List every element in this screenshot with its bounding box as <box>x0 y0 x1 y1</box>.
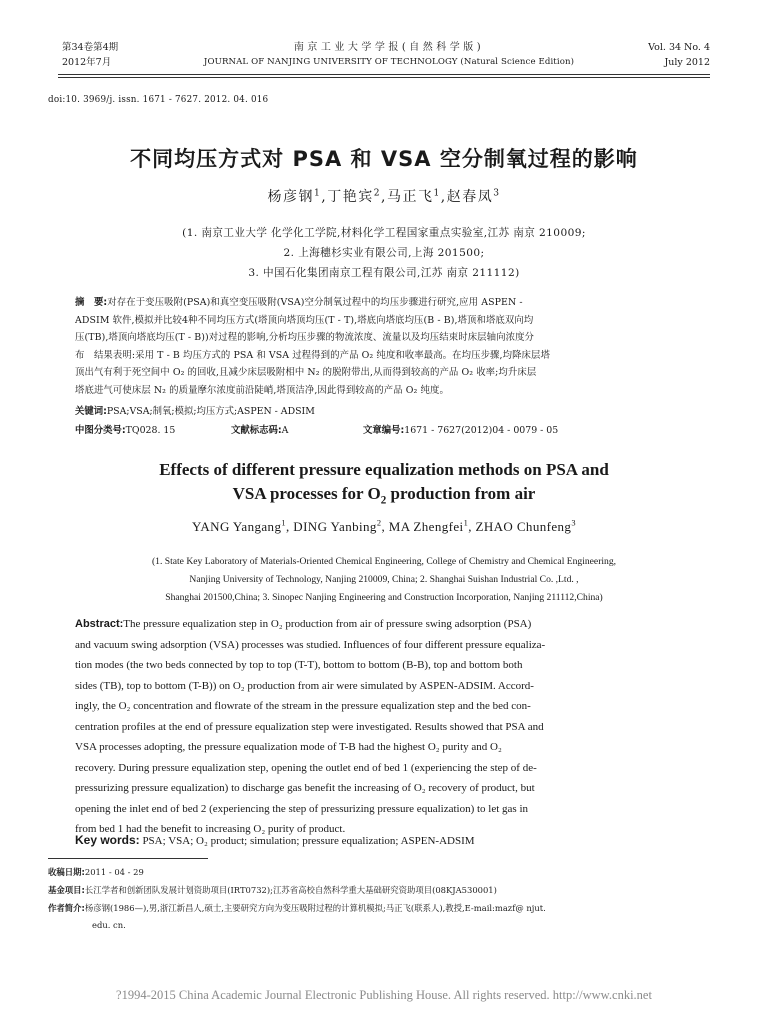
abstract-cn-line: 顶出气有利于死空间中 O₂ 的回收,且减少床层吸附相中 N₂ 的脱附带出,从而得到较高的产品 O₂ 收率;均升床层 <box>75 367 537 378</box>
footnote-author-bio-cont: edu. cn. <box>92 920 126 930</box>
affiliation-en-line: Nanjing University of Technology, Nanjing 210009, China; 2. Shanghai Suishan Industrial Co. ,Ltd. , <box>189 574 579 585</box>
abstract-cn-line: 塔底进气可使床层 N₂ 的质量摩尔浓度前沿陡峭,塔顶洁净,因此得到较高的产品 O₂ 纯度。 <box>75 384 449 396</box>
article-number-value: 1671 - 7627(2012)04 - 0079 - 05 <box>404 425 559 436</box>
keywords-en-text: PSA; VSA; O₂ product; simulation; pressure equalization; ASPEN-ADSIM <box>142 835 475 847</box>
author-affiliation-mark: 3 <box>493 188 501 199</box>
article-number <box>363 422 558 436</box>
abstract-en-line: VSA processes adopting, the pressure equalization mode of T-B had the highest O₂ purity and O₂ <box>75 741 502 753</box>
abstract-en-line: opening the inlet end of bed 2 (experiencing the step of pressurizing pressure equalization) to let gas in <box>75 802 528 815</box>
title-en-subscript: 2 <box>380 494 387 507</box>
author-name: DING Yanbing <box>293 519 377 534</box>
authors-en: YANG Yangang$^1$, DING Yanbing$^2$, MA Zhengfei$^1$, ZHAO Chunfeng$^3$ <box>192 517 576 534</box>
header-volume-cn: 第34卷第4期 <box>62 42 119 53</box>
affiliation-en-line: Shanghai 201500,China; 3. Sinopec Nanjing Engineering and Construction Incorporation, Nanjing 211112,China) <box>165 592 603 603</box>
header-date-en: July 2012 <box>664 57 710 68</box>
abstract-cn-line <box>75 294 695 312</box>
author-name: 杨彦钢 <box>267 189 314 205</box>
affiliation-cn-line: (1. 南京工业大学 化学化工学院,材料化学工程国家重点实验室,江苏 南京 210009; <box>182 227 586 239</box>
abstract-cn-line: 压(TB),塔顶向塔底均压(T - B))对过程的影响,分析均压步骤的物流浓度、流量以及均压结束时床层轴向浓度分 <box>75 332 535 343</box>
abstract-en <box>75 614 695 840</box>
abstract-en-line: recovery. During pressure equalization step, opening the outlet end of bed 1 (experiencing the step of de- <box>75 761 537 774</box>
author-affiliation-mark: 3 <box>571 517 576 528</box>
copyright-watermark: ?1994-2015 China Academic Journal Electronic Publishing House. All rights reserved. http://www.cnki.net <box>116 988 652 1002</box>
footnote-received <box>48 866 144 878</box>
header-issue <box>62 40 118 70</box>
footnote-author-bio <box>48 902 546 914</box>
received-date: 2011 - 04 - 29 <box>84 867 144 877</box>
author-affiliation-mark: 1 <box>281 517 286 528</box>
authors-cn: 杨彦钢$^1$,丁艳宾$^2$,马正飞$^1$,赵春凤$^3$ <box>267 188 501 205</box>
header-volume-en: Vol. 34 No. 4 <box>648 42 710 53</box>
abstract-cn-label: 摘 要: <box>75 297 108 308</box>
abstract-en-line: pressurizing pressure equalization) to discharge gas benefit the increasing of O₂ recovery of product, but <box>75 782 535 794</box>
received-label: 收稿日期: <box>48 867 85 877</box>
abstract-en-line: and vacuum swing adsorption (VSA) processes was studied. Influences of four different pressure equaliza- <box>75 638 546 651</box>
header-date-cn: 2012年7月 <box>62 57 112 68</box>
document-code <box>231 422 288 436</box>
abstract-en-line: tion modes (the two beds connected by top to top (T-T), bottom to bottom (B-B), top and bottom both <box>75 659 523 671</box>
bio-text: 杨彦钢(1986—),男,浙江新昌人,硕士,主要研究方向为变压吸附过程的计算机模拟;马正飞(联系人),教授,E-mail:mazf@ njut. <box>84 903 546 913</box>
footnote-fund <box>48 884 497 896</box>
author-name: 赵春凤 <box>446 189 494 205</box>
title-cn: 不同均压方式对 PSA 和 VSA 空分制氧过程的影响 <box>130 147 638 171</box>
bio-label: 作者简介: <box>48 903 85 913</box>
author-name: MA Zhengfei <box>388 519 464 534</box>
abstract-en-line: ingly, the O₂ concentration and flowrate of the stream in the pressure equalization step and the bed con- <box>75 700 531 712</box>
abstract-en-label: Abstract: <box>75 618 124 630</box>
classification-row <box>75 422 695 438</box>
keywords-cn-label: 关键词: <box>75 406 107 417</box>
abstract-cn-line: ADSIM 软件,模拟并比较4种不同均压方式(塔顶向塔顶均压(T - T),塔底向塔底均压(B - B),塔顶和塔底双向均 <box>75 314 534 326</box>
author-affiliation-mark: 1 <box>313 188 322 199</box>
running-header <box>58 40 710 74</box>
author-name: 马正飞 <box>386 189 434 205</box>
abstract-cn <box>75 294 695 399</box>
author-name: 丁艳宾 <box>327 189 374 205</box>
fund-text: 长江学者和创新团队发展计划资助项目(IRT0732);江苏省高校自然科学重大基础研究资助项目(08KJA530001) <box>84 885 497 895</box>
abstract-cn-line: 布 结果表明:采用 T - B 均压方式的 PSA 和 VSA 过程得到的产品 O₂ 纯度和收率最高。在均压步骤,均降床层塔 <box>75 349 550 361</box>
author-affiliation-mark: 2 <box>373 188 382 199</box>
journal-name-cn: 南京工业大学学报(自然科学版) <box>293 42 485 53</box>
keywords-cn <box>75 403 315 417</box>
title-en-text: production from air <box>386 484 536 503</box>
author-affiliation-mark: 1 <box>433 188 441 199</box>
article-number-label: 文章编号: <box>363 425 405 436</box>
author-affiliation-mark: 1 <box>463 517 469 528</box>
affiliation-en-line: (1. State Key Laboratory of Materials-Oriented Chemical Engineering, College of Chemistry and Chemical Engineering, <box>151 556 617 567</box>
footnote-rule <box>48 858 208 859</box>
keywords-en-label: Key words: <box>75 833 140 847</box>
journal-name-en: JOURNAL OF NANJING UNIVERSITY OF TECHNOLOGY (Natural Science Edition) <box>203 57 575 67</box>
title-en-text: VSA processes for O <box>232 484 381 503</box>
abstract-en-line <box>75 614 695 635</box>
clc-number <box>75 422 175 436</box>
clc-label: 中图分类号: <box>75 425 126 436</box>
abstract-en-text: The pressure equalization step in O₂ production from air of pressure swing adsorption (PSA) <box>123 618 532 630</box>
doi: doi:10. 3969/j. issn. 1671 - 7627. 2012. 04. 016 <box>48 95 269 105</box>
author-name: ZHAO Chunfeng <box>475 519 572 534</box>
author-name: YANG Yangang <box>192 519 282 534</box>
title-en-line <box>0 484 768 507</box>
keywords-en <box>75 833 475 847</box>
title-en-line: Effects of different pressure equalization methods on PSA and <box>159 460 609 479</box>
affiliation-cn-line: 3. 中国石化集团南京工程有限公司,江苏 南京 211112) <box>248 267 520 279</box>
keywords-cn-text: PSA;VSA;制氧;模拟;均压方式;ASPEN - ADSIM <box>106 406 315 417</box>
clc-value: TQ028. 15 <box>125 425 176 436</box>
abstract-cn-text: 对存在于变压吸附(PSA)和真空变压吸附(VSA)空分制氧过程中的均压步骤进行研究,应用 ASPEN - <box>107 297 523 308</box>
document-code-label: 文献标志码: <box>231 425 282 436</box>
header-volume <box>648 40 710 70</box>
author-affiliation-mark: 2 <box>376 517 382 528</box>
document-code-value: A <box>281 425 289 436</box>
header-rule-thin <box>58 77 710 78</box>
affiliation-cn-line: 2. 上海穗杉实业有限公司,上海 201500; <box>283 247 485 259</box>
header-journal <box>158 40 620 70</box>
fund-label: 基金项目: <box>48 885 85 895</box>
abstract-en-line: centration profiles at the end of pressure equalization step were investigated. Results showed that PSA and <box>75 720 544 733</box>
abstract-en-line: sides (TB), top to bottom (T-B)) on O₂ production from air were simulated by ASPEN-ADSIM. Accord- <box>75 679 534 692</box>
header-rule-thick <box>58 74 710 75</box>
abstract-en-line: from bed 1 had the benefit to increasing O₂ purity of product. <box>75 823 346 835</box>
